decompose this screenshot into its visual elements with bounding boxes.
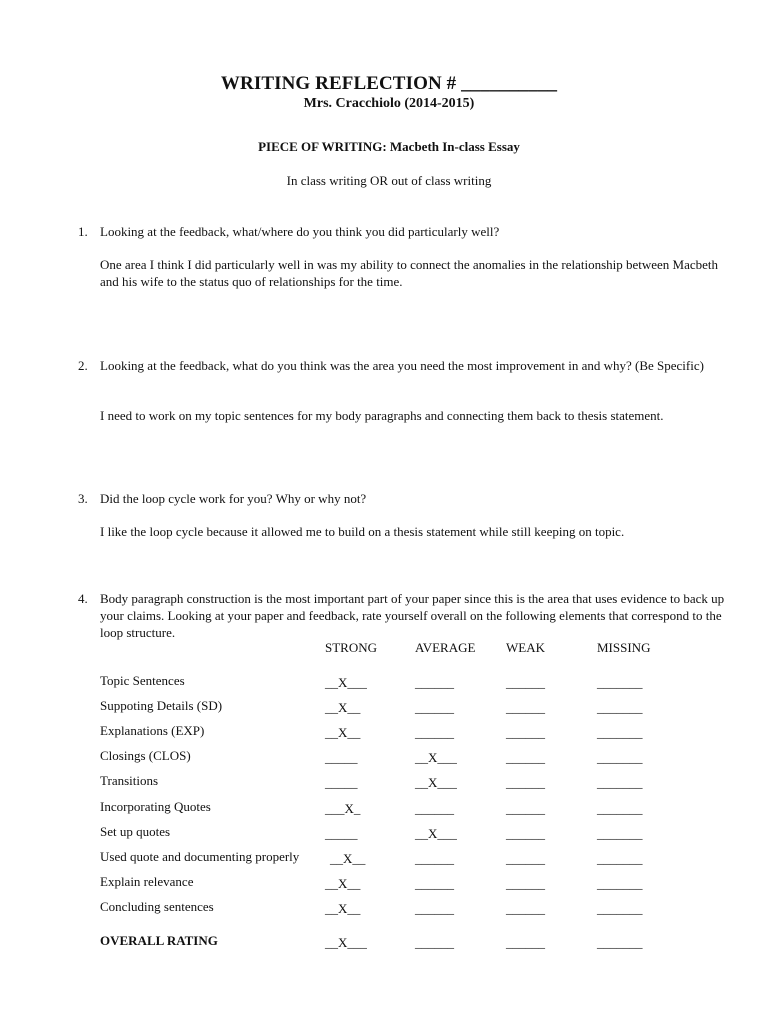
answer-2: I need to work on my topic sentences for my body paragraphs and connecting them back to thesis statement. — [100, 408, 664, 423]
rating-weak[interactable]: ______ — [506, 935, 545, 950]
rating-strong[interactable]: ___X_ — [325, 801, 361, 816]
rating-average[interactable]: ______ — [415, 675, 454, 690]
rating-weak[interactable]: ______ — [506, 876, 545, 891]
rating-strong[interactable]: _____ — [325, 826, 358, 841]
rating-weak[interactable]: ______ — [506, 750, 545, 765]
rating-average[interactable]: __X___ — [415, 750, 457, 765]
rating-missing[interactable]: _______ — [597, 826, 643, 841]
rating-average[interactable]: ______ — [415, 876, 454, 891]
column-header-weak: WEAK — [506, 640, 545, 655]
rating-missing[interactable]: _______ — [597, 876, 643, 891]
row-label: Explain relevance — [100, 874, 194, 889]
rating-missing[interactable]: _______ — [597, 801, 643, 816]
rating-strong[interactable]: _____ — [325, 775, 358, 790]
rating-average[interactable]: __X___ — [415, 826, 457, 841]
rating-strong[interactable]: __X__ — [330, 851, 366, 866]
rating-weak[interactable]: ______ — [506, 851, 545, 866]
question-prompt: Body paragraph construction is the most important part of your paper since this is the area that uses evidence to back up your claims. Looking at your paper and feedback, rate yourself overall on the following elements that correspond to the loop structure. — [100, 591, 725, 640]
row-label: Incorporating Quotes — [100, 799, 211, 814]
row-label: Transitions — [100, 773, 159, 788]
rating-missing[interactable]: _______ — [597, 750, 643, 765]
rating-strong[interactable]: __X__ — [325, 901, 361, 916]
rating-weak[interactable]: ______ — [506, 826, 545, 841]
question-number: 2. — [78, 358, 88, 373]
rating-strong[interactable]: __X___ — [325, 675, 367, 690]
question-prompt: Looking at the feedback, what/where do you think you did particularly well? — [100, 224, 500, 239]
rating-average[interactable]: ______ — [415, 700, 454, 715]
rating-average[interactable]: ______ — [415, 851, 454, 866]
teacher-name: Mrs. Cracchiolo (2014-2015) — [303, 96, 475, 111]
piece-of-writing: PIECE OF WRITING: Macbeth In-class Essay — [258, 139, 520, 154]
rating-strong[interactable]: __X___ — [325, 935, 367, 950]
rating-missing[interactable]: _______ — [597, 725, 643, 740]
rating-weak[interactable]: ______ — [506, 725, 545, 740]
question-number: 1. — [78, 224, 88, 239]
rating-missing[interactable]: _______ — [597, 935, 643, 950]
rating-missing[interactable]: _______ — [597, 675, 643, 690]
question-prompt: Looking at the feedback, what do you think was the area you need the most improvement in and why? (Be Specific) — [100, 358, 704, 373]
row-label: Set up quotes — [100, 824, 171, 839]
rating-average[interactable]: ______ — [415, 901, 454, 916]
column-header-strong: STRONG — [325, 640, 378, 655]
rating-weak[interactable]: ______ — [506, 675, 545, 690]
rating-strong[interactable]: __X__ — [325, 700, 361, 715]
row-label: Explanations (EXP) — [100, 723, 205, 738]
page-title: WRITING REFLECTION # __________ — [220, 73, 558, 94]
rating-strong[interactable]: _____ — [325, 750, 358, 765]
rating-missing[interactable]: _______ — [597, 851, 643, 866]
rating-strong[interactable]: __X__ — [325, 725, 361, 740]
row-label: Closings (CLOS) — [100, 748, 191, 763]
rating-missing[interactable]: _______ — [597, 775, 643, 790]
column-header-average: AVERAGE — [415, 640, 476, 655]
row-label: Used quote and documenting properly — [100, 849, 300, 864]
rating-missing[interactable]: _______ — [597, 700, 643, 715]
row-label: Concluding sentences — [100, 899, 214, 914]
rating-average[interactable]: __X___ — [415, 775, 457, 790]
question-number: 3. — [78, 491, 88, 506]
rating-average[interactable]: ______ — [415, 725, 454, 740]
column-header-missing: MISSING — [597, 640, 651, 655]
question-prompt: Did the loop cycle work for you? Why or why not? — [100, 491, 367, 506]
rating-weak[interactable]: ______ — [506, 775, 545, 790]
rating-missing[interactable]: _______ — [597, 901, 643, 916]
rating-average[interactable]: ______ — [415, 935, 454, 950]
row-label: Topic Sentences — [100, 673, 185, 688]
answer-3: I like the loop cycle because it allowed me to build on a thesis statement while still keeping on topic. — [100, 524, 625, 539]
question-number: 4. — [78, 591, 88, 606]
rating-weak[interactable]: ______ — [506, 700, 545, 715]
rating-weak[interactable]: ______ — [506, 801, 545, 816]
overall-rating-label: OVERALL RATING — [100, 933, 218, 948]
answer-1: One area I think I did particularly well in was my ability to connect the anomalies in the relationship between Macbeth and his wife to the status quo of relationships for the time. — [100, 257, 719, 289]
row-label: Suppoting Details (SD) — [100, 698, 223, 713]
rating-strong[interactable]: __X__ — [325, 876, 361, 891]
rating-average[interactable]: ______ — [415, 801, 454, 816]
writing-type: In class writing OR out of class writing — [286, 173, 492, 188]
rating-weak[interactable]: ______ — [506, 901, 545, 916]
